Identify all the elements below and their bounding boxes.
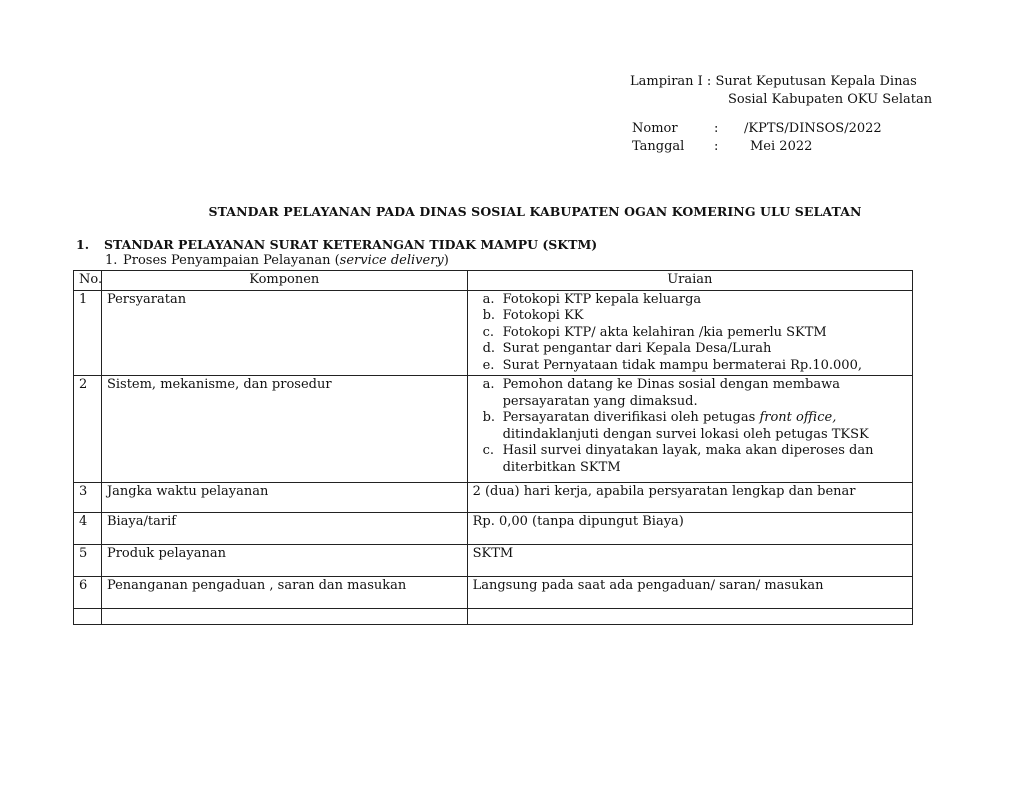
list-marker: d. [482, 341, 496, 356]
list-marker: b. [482, 308, 496, 323]
row-komponen: Penanganan pengaduan , saran dan masukan [101, 577, 467, 609]
empty-cell [74, 609, 102, 625]
section-number: 1. [76, 237, 90, 252]
nomor-value: /KPTS/DINSOS/2022 [744, 121, 882, 136]
row-no: 1 [74, 290, 102, 376]
subsection-title-italic: service delivery [339, 253, 444, 268]
list-marker: a. [482, 291, 495, 307]
list-text: Fotokopi KK [502, 308, 584, 323]
section-heading [76, 237, 597, 252]
tanggal-colon: : [714, 139, 719, 154]
header-uraian: Uraian [467, 271, 912, 291]
row-uraian: 2 (dua) hari kerja, apabila persyaratan lengkap dan benar [467, 483, 912, 513]
table-row [74, 577, 913, 609]
list-marker: c. [482, 324, 494, 340]
row-uraian: SKTM [467, 545, 912, 577]
tanggal-value: Mei 2022 [750, 139, 813, 154]
section-title-text: STANDAR PELAYANAN SURAT KETERANGAN TIDAK MAMPU (SKTM) [104, 237, 598, 252]
list-item [483, 292, 907, 309]
table-row [74, 483, 913, 513]
list-text-italic: front office, [759, 410, 837, 425]
list-item [483, 325, 907, 342]
table-row [74, 376, 913, 483]
subsection-heading [105, 253, 449, 268]
list-marker: b. [482, 410, 496, 425]
row-no: 2 [74, 376, 102, 483]
row-uraian [467, 290, 912, 376]
list-item [483, 341, 907, 358]
row-uraian: Langsung pada saat ada pengaduan/ saran/ masukan [467, 577, 912, 609]
list-marker: c. [482, 443, 494, 458]
list-item [483, 410, 907, 443]
row-komponen: Sistem, mekanisme, dan prosedur [101, 376, 467, 483]
list-item [483, 377, 907, 410]
header-no: No. [74, 271, 102, 291]
row-komponen: Persyaratan [101, 290, 467, 376]
list-text: Hasil survei dinyatakan layak, maka akan diperoses dan diterbitkan SKTM [502, 443, 874, 475]
list-text: Fotokopi KTP/ akta kelahiran /kia pemerlu SKTM [502, 324, 827, 340]
lampiran-block [630, 73, 932, 109]
list-text: Surat pengantar dari Kepala Desa/Lurah [502, 341, 772, 356]
row-no: 4 [74, 513, 102, 545]
lampiran-line-2: Sosial Kabupaten OKU Selatan [728, 92, 933, 107]
row-komponen: Jangka waktu pelayanan [101, 483, 467, 513]
row-uraian [467, 376, 912, 483]
subsection-number: 1. [105, 253, 118, 268]
service-standard-table [73, 270, 913, 625]
document-meta [632, 120, 882, 156]
subsection-title-text: Proses Penyampaian Pelayanan ( [123, 253, 340, 268]
document-title: STANDAR PELAYANAN PADA DINAS SOSIAL KABUPATEN OGAN KOMERING ULU SELATAN [208, 204, 862, 219]
table-row [74, 290, 913, 376]
nomor-colon: : [714, 121, 719, 136]
empty-cell [101, 609, 467, 625]
lampiran-line-1: Lampiran I : Surat Keputusan Kepala Dinas [630, 74, 917, 89]
tanggal-row [632, 138, 882, 156]
row-no: 5 [74, 545, 102, 577]
table-row [74, 513, 913, 545]
uraian-list [473, 292, 907, 375]
header-komponen: Komponen [101, 271, 467, 291]
list-item [483, 443, 907, 476]
row-no: 3 [74, 483, 102, 513]
list-text: Surat Pernyataan tidak mampu bermaterai Rp.10.000, [502, 357, 862, 373]
row-komponen: Biaya/tarif [101, 513, 467, 545]
nomor-row [632, 120, 882, 138]
list-text [503, 410, 907, 443]
list-text: Fotokopi KTP kepala keluarga [502, 291, 702, 307]
list-text: Pemohon datang ke Dinas sosial dengan membawa persayaratan yang dimaksud. [502, 377, 841, 409]
table-row [74, 545, 913, 577]
list-text-pre: Persayaratan diverifikasi oleh petugas [502, 410, 760, 425]
subsection-title-end: ) [443, 253, 449, 268]
table-row-empty [74, 609, 913, 625]
list-text-post: ditindaklanjuti dengan survei lokasi oleh petugas TKSK [502, 426, 869, 442]
list-item [483, 308, 907, 325]
tanggal-label: Tanggal [632, 139, 685, 154]
row-no: 6 [74, 577, 102, 609]
uraian-list [473, 377, 907, 476]
list-marker: e. [482, 357, 495, 373]
row-komponen: Produk pelayanan [101, 545, 467, 577]
row-uraian: Rp. 0,00 (tanpa dipungut Biaya) [467, 513, 912, 545]
nomor-label: Nomor [632, 121, 678, 136]
list-item [483, 358, 907, 375]
list-marker: a. [482, 377, 495, 392]
empty-cell [467, 609, 912, 625]
table-header-row [74, 271, 913, 291]
